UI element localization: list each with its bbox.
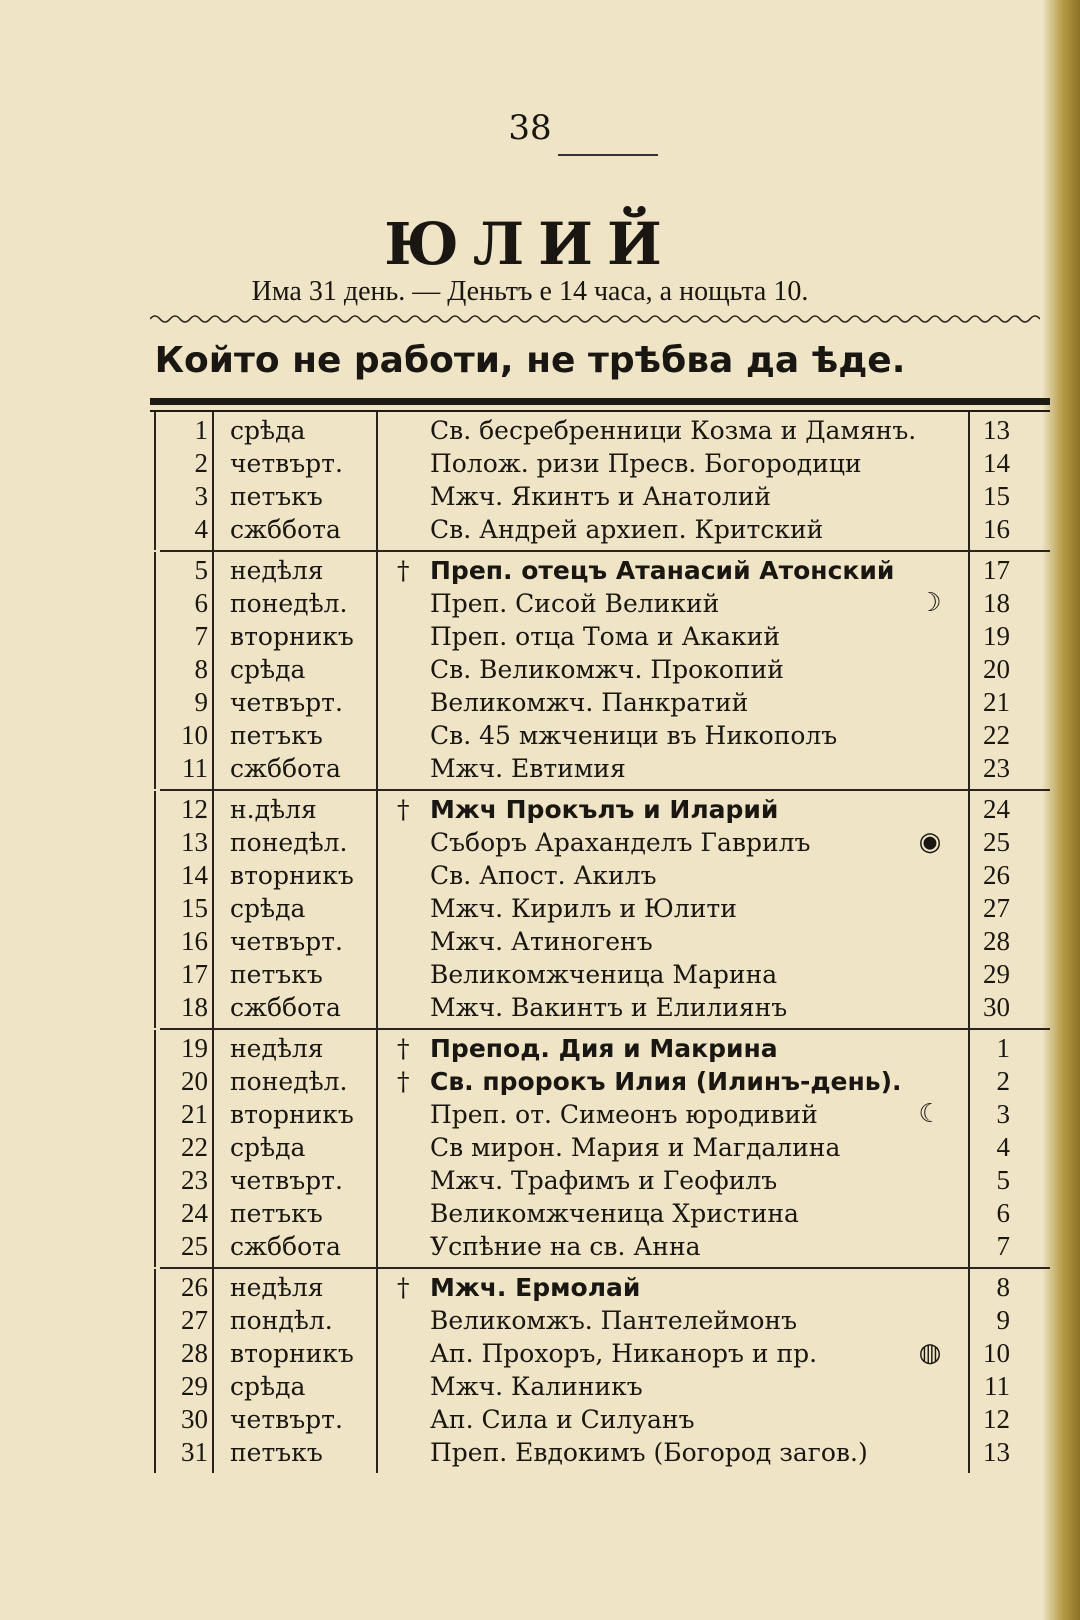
calendar-row <box>160 587 1050 620</box>
day-number: 9 <box>194 687 208 717</box>
weekday: сжббота <box>230 1232 341 1261</box>
old-style-date: 6 <box>996 1198 1010 1228</box>
old-style-date: 17 <box>983 555 1010 585</box>
saint-name: Св. Апост. Акилъ <box>430 861 657 890</box>
calendar-row <box>160 620 1050 653</box>
day-number: 17 <box>181 959 208 989</box>
day-number: 2 <box>194 448 208 478</box>
weekday: недѣля <box>230 1273 324 1302</box>
calendar-row <box>160 1271 1050 1304</box>
old-style-date: 10 <box>983 1338 1010 1368</box>
old-style-date: 12 <box>983 1404 1010 1434</box>
weekday: срѣда <box>230 1133 306 1162</box>
weekday: вторникъ <box>230 622 354 651</box>
weekday: понедѣл. <box>230 1067 348 1096</box>
weekday: четвърт. <box>230 449 343 478</box>
saint-name: Св. бесребренници Козма и Дамянъ. <box>430 416 917 445</box>
old-style-date: 25 <box>983 827 1010 857</box>
saint-name: Мжч. Кирилъ и Юлити <box>430 894 737 923</box>
calendar-row <box>160 686 1050 719</box>
saint-name: Преп. Евдокимъ (Богород загов.) <box>430 1438 868 1467</box>
old-style-date: 19 <box>983 621 1010 651</box>
weekday: вторникъ <box>230 861 354 890</box>
saint-name: Преп. отца Тома и Акакий <box>430 622 781 651</box>
weekday: четвърт. <box>230 1405 343 1434</box>
saint-name: Св. Андрей архиеп. Критский <box>430 515 824 544</box>
feast-cross: † <box>397 1273 410 1302</box>
day-number: 31 <box>181 1437 208 1467</box>
day-number: 23 <box>181 1165 208 1195</box>
left-border <box>154 1030 156 1267</box>
calendar-row <box>160 793 1050 826</box>
weekday: сжббота <box>230 515 341 544</box>
old-style-date: 27 <box>983 893 1010 923</box>
calendar-row <box>160 1131 1050 1164</box>
old-style-date: 1 <box>996 1033 1010 1063</box>
calendar-row <box>160 1337 1050 1370</box>
saint-name: Преп. Сисой Великий <box>430 589 720 618</box>
left-border <box>154 1269 156 1473</box>
calendar-week <box>160 1269 1050 1473</box>
calendar-row <box>160 892 1050 925</box>
calendar-row <box>160 752 1050 785</box>
weekday: недѣля <box>230 1034 324 1063</box>
day-number: 4 <box>194 514 208 544</box>
day-number: 20 <box>181 1066 208 1096</box>
weekday: срѣда <box>230 655 306 684</box>
saint-name: Успѣние на св. Анна <box>430 1232 701 1261</box>
saint-name: Мжч. Трафимъ и Геофилъ <box>430 1166 778 1195</box>
left-border <box>154 412 156 550</box>
calendar-row <box>160 513 1050 546</box>
saint-name: Мжч. Атиногенъ <box>430 927 653 956</box>
day-number: 24 <box>181 1198 208 1228</box>
proverb-heading: Който не работи, не трѣбва да ѣде. <box>154 340 906 381</box>
day-number: 21 <box>181 1099 208 1129</box>
day-number: 3 <box>194 481 208 511</box>
day-number: 15 <box>181 893 208 923</box>
saint-name: Св. Великомжч. Прокопий <box>430 655 784 684</box>
saint-name: Св. пророкъ Илия (Илинъ-день). <box>430 1067 902 1096</box>
saint-name: Съборъ Араханделъ Гаврилъ <box>430 828 811 857</box>
calendar-week <box>160 791 1050 1030</box>
saint-name: Мжч. Евтимия <box>430 754 626 783</box>
calendar-row <box>160 480 1050 513</box>
day-number: 10 <box>181 720 208 750</box>
day-number: 6 <box>194 588 208 618</box>
calendar-row <box>160 1304 1050 1337</box>
old-style-date: 24 <box>983 794 1010 824</box>
calendar-row <box>160 1230 1050 1263</box>
weekday: срѣда <box>230 1372 306 1401</box>
weekday: срѣда <box>230 416 306 445</box>
weekday: пондѣл. <box>230 1306 333 1335</box>
old-style-date: 21 <box>983 687 1010 717</box>
saint-name: Мжч. Калиникъ <box>430 1372 643 1401</box>
day-number: 26 <box>181 1272 208 1302</box>
saint-name: Мжч. Ермолай <box>430 1273 641 1302</box>
calendar-row <box>160 826 1050 859</box>
saint-name: Мжч. Якинтъ и Анатолий <box>430 482 772 511</box>
old-style-date: 23 <box>983 753 1010 783</box>
calendar-row <box>160 1436 1050 1469</box>
moon-phase-icon: ☽ <box>918 588 942 618</box>
saint-name: Ап. Прохоръ, Никаноръ и пр. <box>430 1339 818 1368</box>
day-number: 12 <box>181 794 208 824</box>
old-style-date: 22 <box>983 720 1010 750</box>
weekday: петъкъ <box>230 960 323 989</box>
day-number: 14 <box>181 860 208 890</box>
calendar-table <box>160 412 1050 1473</box>
day-number: 27 <box>181 1305 208 1335</box>
calendar-row <box>160 554 1050 587</box>
weekday: вторникъ <box>230 1339 354 1368</box>
page-number: 38 <box>508 108 552 148</box>
old-style-date: 14 <box>983 448 1010 478</box>
calendar-row <box>160 1403 1050 1436</box>
day-number: 7 <box>194 621 208 651</box>
page-number-rule <box>558 154 658 156</box>
old-style-date: 2 <box>996 1066 1010 1096</box>
old-style-date: 3 <box>996 1099 1010 1129</box>
calendar-row <box>160 925 1050 958</box>
saint-name: Мжч Прокълъ и Иларий <box>430 795 779 824</box>
table-top-rule-thick <box>150 398 1050 405</box>
saint-name: Св. 45 мжченици въ Никополъ <box>430 721 838 750</box>
weekday: н.дѣля <box>230 795 317 824</box>
saint-name: Великомжъ. Пантелеймонъ <box>430 1306 798 1335</box>
old-style-date: 15 <box>983 481 1010 511</box>
weekday: четвърт. <box>230 688 343 717</box>
weekday: петъкъ <box>230 1438 323 1467</box>
old-style-date: 26 <box>983 860 1010 890</box>
weekday: понедѣл. <box>230 589 348 618</box>
old-style-date: 28 <box>983 926 1010 956</box>
saint-name: Великомжч. Панкратий <box>430 688 749 717</box>
weekday: срѣда <box>230 894 306 923</box>
moon-phase-icon: ◍ <box>918 1338 942 1368</box>
calendar-week <box>160 1030 1050 1269</box>
feast-cross: † <box>397 1034 410 1063</box>
calendar-row <box>160 958 1050 991</box>
calendar-row <box>160 1370 1050 1403</box>
month-subtitle: Има 31 день. — Деньтъ е 14 часа, а нощьта 10. <box>251 276 809 307</box>
saint-name: Св мирон. Мария и Магдалина <box>430 1133 841 1162</box>
saint-name: Мжч. Вакинтъ и Елилиянъ <box>430 993 788 1022</box>
calendar-row <box>160 1164 1050 1197</box>
calendar-row <box>160 1065 1050 1098</box>
day-number: 25 <box>181 1231 208 1261</box>
calendar-row <box>160 447 1050 480</box>
old-style-date: 16 <box>983 514 1010 544</box>
feast-cross: † <box>397 556 410 585</box>
weekday: петъкъ <box>230 721 323 750</box>
day-number: 5 <box>194 555 208 585</box>
weekday: вторникъ <box>230 1100 354 1129</box>
calendar-row <box>160 1197 1050 1230</box>
saint-name: Преп. отецъ Атанасий Атонский <box>430 556 895 585</box>
day-number: 11 <box>182 753 208 783</box>
day-number: 1 <box>194 415 208 445</box>
day-number: 19 <box>181 1033 208 1063</box>
calendar-week <box>160 412 1050 552</box>
old-style-date: 11 <box>984 1371 1010 1401</box>
old-style-date: 30 <box>983 992 1010 1022</box>
weekday: четвърт. <box>230 927 343 956</box>
saint-name: Полож. ризи Пресв. Богородици <box>430 449 862 478</box>
old-style-date: 9 <box>996 1305 1010 1335</box>
weekday: четвърт. <box>230 1166 343 1195</box>
old-style-date: 5 <box>996 1165 1010 1195</box>
calendar-row <box>160 859 1050 892</box>
weekday: петъкъ <box>230 1199 323 1228</box>
saint-name: Ап. Сила и Силуанъ <box>430 1405 695 1434</box>
calendar-row <box>160 719 1050 752</box>
left-border <box>154 552 156 789</box>
saint-name: Преп. от. Симеонъ юродивий <box>430 1100 818 1129</box>
saint-name: Великомжченица Христина <box>430 1199 799 1228</box>
old-style-date: 13 <box>983 1437 1010 1467</box>
calendar-week <box>160 552 1050 791</box>
day-number: 18 <box>181 992 208 1022</box>
calendar-row <box>160 653 1050 686</box>
calendar-row <box>160 1032 1050 1065</box>
month-title: ЮЛИЙ <box>384 210 676 278</box>
moon-phase-icon: ◉ <box>918 827 942 857</box>
weekday: недѣля <box>230 556 324 585</box>
old-style-date: 4 <box>996 1132 1010 1162</box>
wavy-divider <box>150 312 1040 326</box>
calendar-row <box>160 414 1050 447</box>
old-style-date: 29 <box>983 959 1010 989</box>
day-number: 13 <box>181 827 208 857</box>
old-style-date: 18 <box>983 588 1010 618</box>
old-style-date: 7 <box>996 1231 1010 1261</box>
weekday: сжббота <box>230 993 341 1022</box>
old-style-date: 13 <box>983 415 1010 445</box>
calendar-row <box>160 991 1050 1024</box>
day-number: 29 <box>181 1371 208 1401</box>
saint-name: Великомжченица Марина <box>430 960 778 989</box>
old-style-date: 8 <box>996 1272 1010 1302</box>
weekday: сжббота <box>230 754 341 783</box>
weekday: петъкъ <box>230 482 323 511</box>
day-number: 28 <box>181 1338 208 1368</box>
moon-phase-icon: ☾ <box>918 1099 942 1129</box>
day-number: 30 <box>181 1404 208 1434</box>
feast-cross: † <box>397 1067 410 1096</box>
old-style-date: 20 <box>983 654 1010 684</box>
saint-name: Препод. Дия и Макрина <box>430 1034 778 1063</box>
calendar-row <box>160 1098 1050 1131</box>
weekday: понедѣл. <box>230 828 348 857</box>
left-border <box>154 791 156 1028</box>
day-number: 8 <box>194 654 208 684</box>
day-number: 16 <box>181 926 208 956</box>
feast-cross: † <box>397 795 410 824</box>
day-number: 22 <box>181 1132 208 1162</box>
